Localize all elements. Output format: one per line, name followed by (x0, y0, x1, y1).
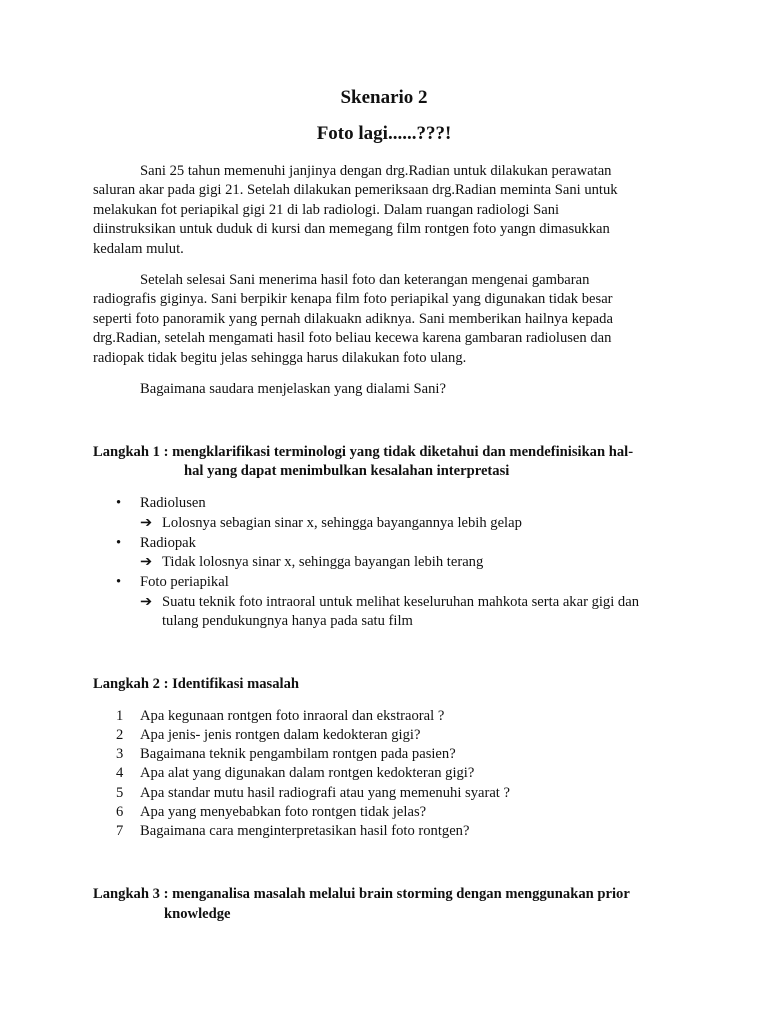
paragraph-line: radiopak tidak begitu jelas sehingga harus dilakukan foto ulang. (93, 349, 467, 366)
list-item: Apa kegunaan rontgen foto inraoral dan ekstraoral ? (140, 708, 445, 724)
list-item: Apa alat yang digunakan dalam rontgen kedokteran gigi? (140, 765, 475, 781)
paragraph-line: Setelah selesai Sani menerima hasil foto dan keterangan mengenai gambaran (140, 272, 590, 288)
list-number: 3 (116, 746, 124, 762)
bullet-icon: • (116, 574, 122, 590)
bullet-icon: • (116, 535, 122, 551)
bullet-icon: • (116, 495, 122, 511)
list-item: Apa standar mutu hasil radiografi atau yang memenuhi syarat ? (140, 785, 510, 801)
list-number: 2 (116, 727, 124, 743)
step2-heading: Langkah 2 : Identifikasi masalah (93, 676, 299, 692)
paragraph-line: radiografis giginya. Sani berpikir kenapa film foto periapikal yang digunakan tidak besar (93, 291, 613, 308)
list-item: Bagaimana teknik pengambilam rontgen pada pasien? (140, 746, 456, 762)
list-item: Apa yang menyebabkan foto rontgen tidak jelas? (140, 804, 427, 820)
list-item: Apa jenis- jenis rontgen dalam kedokteran gigi? (140, 727, 421, 743)
arrow-right-icon: ➔ (140, 594, 153, 610)
step3-heading: Langkah 3 : menganalisa masalah melalui brain storming dengan menggunakan prior (93, 886, 630, 902)
problem-list (0, 707, 768, 847)
term-definition: Suatu teknik foto intraoral untuk melihat keseluruhan mahkota serta akar gigi dan (162, 594, 639, 610)
list-number: 4 (116, 765, 124, 781)
term-definition: tulang pendukungnya hanya pada satu film (162, 613, 413, 629)
scenario-paragraph-1 (93, 162, 653, 259)
scenario-question: Bagaimana saudara menjelaskan yang dialami Sani? (140, 381, 446, 397)
list-number: 5 (116, 785, 124, 801)
paragraph-line: Sani 25 tahun memenuhi janjinya dengan drg.Radian untuk dilakukan perawatan (140, 163, 612, 179)
paragraph-line: melakukan fot periapikal gigi 21 di lab radiologi. Dalam ruangan radiologi Sani (93, 201, 560, 218)
list-number: 7 (116, 823, 124, 839)
list-number: 6 (116, 804, 124, 820)
step1-heading-continued: hal yang dapat menimbulkan kesalahan interpretasi (184, 463, 510, 479)
term-label: Foto periapikal (140, 574, 229, 590)
term-definition: Tidak lolosnya sinar x, sehingga bayangan lebih terang (162, 554, 484, 570)
term-definition: Lolosnya sebagian sinar x, sehingga bayangannya lebih gelap (162, 515, 522, 531)
list-number: 1 (116, 708, 124, 724)
step1-heading: Langkah 1 : mengklarifikasi terminologi yang tidak diketahui dan mendefinisikan hal- (93, 444, 634, 460)
paragraph-line: drg.Radian, setelah mengamati hasil foto beliau kecewa karena gambaran radiolusen dan (93, 330, 612, 347)
arrow-right-icon: ➔ (140, 554, 153, 570)
step3-heading-continued: knowledge (164, 906, 231, 922)
paragraph-line: saluran akar pada gigi 21. Setelah dilakukan pemeriksaan drg.Radian meminta Sani untuk (93, 182, 618, 199)
terminology-list (0, 494, 768, 634)
paragraph-line: seperti foto panoramik yang pernah dilakuakn adiknya. Sani memberikan hailnya kepada (93, 310, 613, 327)
paragraph-line: diinstruksikan untuk duduk di kursi dan memegang film rontgen foto yangn dimasukkan (93, 221, 610, 238)
arrow-right-icon: ➔ (140, 515, 153, 531)
term-label: Radiolusen (140, 495, 206, 511)
term-label: Radiopak (140, 535, 196, 551)
page-title: Skenario 2 (340, 87, 428, 108)
scenario-paragraph-2 (93, 271, 653, 368)
paragraph-line: kedalam mulut. (93, 240, 184, 257)
page-subtitle: Foto lagi......???! (316, 123, 452, 144)
list-item: Bagaimana cara menginterpretasikan hasil foto rontgen? (140, 823, 470, 839)
